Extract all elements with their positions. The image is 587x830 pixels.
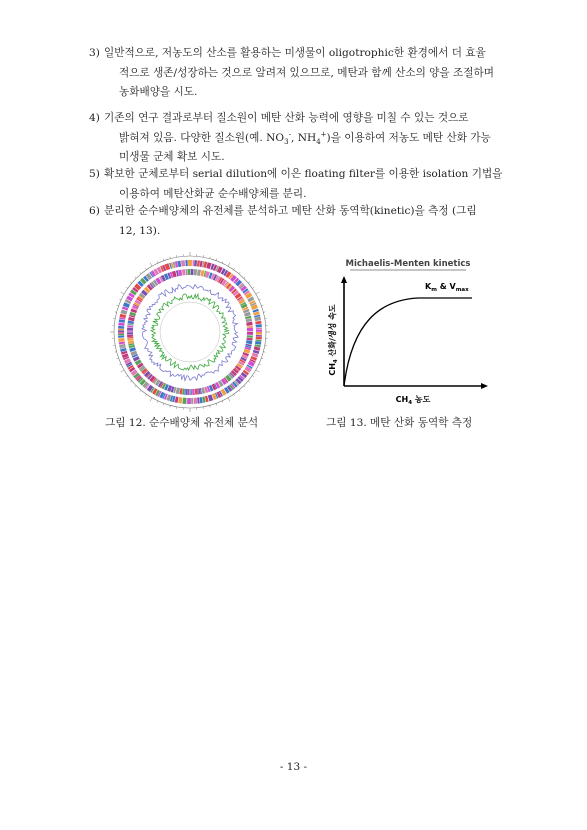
- gene-block: [118, 338, 124, 342]
- gene-block: [128, 321, 134, 325]
- gene-block: [178, 397, 182, 403]
- list-number: 6): [89, 205, 100, 217]
- chart-title: Michaelis-Menten kinetics: [345, 259, 471, 269]
- genome-tick: [117, 358, 119, 359]
- genome-tick: [228, 398, 230, 401]
- genome-tick: [216, 259, 217, 261]
- gene-block: [127, 335, 133, 337]
- gene-block: [247, 335, 253, 338]
- genome-tick: [126, 376, 128, 377]
- page-number: - 13 -: [279, 761, 308, 773]
- gene-block: [192, 260, 194, 266]
- list-number: 3): [89, 47, 100, 59]
- gene-block: [246, 340, 252, 344]
- gene-block: [119, 319, 125, 323]
- genome-tick: [135, 277, 136, 278]
- kinetics-figure: [320, 252, 500, 407]
- genome-tick: [256, 370, 259, 372]
- genome-tick: [261, 305, 263, 306]
- genome-tick: [263, 312, 265, 313]
- text-line: 적으로 생존/성장하는 것으로 알려져 있으므로, 메탄과 함께 산소의 양을 조절하며: [119, 66, 494, 79]
- genome-tick: [115, 352, 117, 353]
- genome-tick: [121, 370, 124, 372]
- genome-tick: [140, 272, 141, 274]
- genome-tick: [234, 394, 235, 396]
- genome-tick: [140, 390, 141, 392]
- genome-tick: [259, 364, 261, 365]
- gene-block: [184, 389, 186, 395]
- genome-tick: [244, 386, 245, 387]
- genome-tick: [145, 394, 146, 396]
- genome-inner-ring: [160, 302, 220, 362]
- km-vmax-label: $K_m$ & $V_{max}$: [425, 282, 469, 293]
- genome-tick: [210, 405, 211, 407]
- y-axis-arrow: [341, 276, 347, 283]
- michaelis-menten-curve: [344, 298, 472, 386]
- gene-block: [197, 269, 201, 275]
- gene-block: [194, 260, 197, 266]
- gene-block: [127, 332, 133, 334]
- gene-block: [128, 317, 135, 321]
- genome-tick: [130, 282, 132, 283]
- genome-tick: [248, 282, 250, 283]
- list-number: 4): [89, 112, 100, 124]
- genome-tick: [117, 305, 119, 306]
- text-line: 기존의 연구 결과로부터 질소원이 메탄 산화 능력에 영향을 미칠 수 있는 것으로: [104, 112, 469, 124]
- genome-tick: [157, 261, 158, 263]
- gene-block: [188, 269, 191, 275]
- gene-block: [246, 322, 252, 326]
- gene-block: [118, 334, 124, 336]
- text-line: 미생물 군체 확보 시도.: [119, 151, 225, 163]
- gene-block: [256, 337, 262, 340]
- list-number: 5): [89, 168, 100, 180]
- gene-block: [182, 389, 184, 395]
- genome-tick: [150, 398, 152, 401]
- genome-tick: [252, 376, 254, 377]
- genome-tick: [263, 352, 265, 353]
- gene-block: [127, 338, 133, 341]
- gene-block: [256, 332, 262, 335]
- gene-block: [256, 335, 262, 337]
- gene-block: [186, 389, 188, 395]
- gene-block: [188, 260, 192, 266]
- genome-tick: [119, 364, 121, 365]
- list-item-4: [89, 109, 534, 168]
- gene-block: [256, 328, 262, 330]
- genome-tick: [150, 263, 152, 266]
- gene-block: [206, 262, 211, 269]
- genome-map-figure: [100, 250, 280, 415]
- gene-block: [197, 260, 200, 266]
- gene-block: [191, 389, 192, 395]
- gene-block: [182, 398, 186, 404]
- gene-block: [189, 389, 190, 395]
- gene-block: [118, 323, 124, 326]
- text-line: 일반적으로, 저농도의 산소를 활용하는 미생물이 oligotrophic한 환경에서 더 효율: [104, 47, 486, 59]
- kinetics-chart: [320, 252, 500, 407]
- list-item-5: [89, 165, 534, 204]
- gene-block: [127, 328, 133, 331]
- list-item-6: [89, 202, 534, 241]
- genome-tick: [135, 386, 136, 387]
- gene-block: [127, 337, 133, 339]
- gene-block: [256, 329, 262, 331]
- text-line: 농화배양을 시도.: [119, 86, 198, 98]
- gene-block: [186, 269, 188, 275]
- gene-block: [256, 324, 262, 327]
- genome-tick: [210, 257, 211, 259]
- genome-tick: [259, 299, 261, 300]
- gene-block: [194, 269, 198, 275]
- genome-tick: [234, 268, 235, 270]
- text-line: 12, 13).: [119, 224, 161, 237]
- figure-13-caption: 그림 13. 메탄 산화 동역학 측정: [326, 417, 473, 429]
- genome-tick: [261, 358, 263, 359]
- genome-outer-ring: [114, 256, 266, 408]
- genome-tick: [228, 263, 230, 266]
- gene-block: [118, 330, 124, 332]
- genome-tick: [244, 277, 245, 278]
- gene-block: [195, 389, 198, 395]
- gene-block: [191, 269, 194, 275]
- genome-tick: [239, 272, 240, 274]
- genome-tick: [222, 261, 223, 263]
- gene-block: [119, 341, 125, 344]
- gene-block: [118, 329, 124, 330]
- gene-block: [118, 336, 124, 338]
- gene-block: [255, 341, 261, 345]
- gene-block: [199, 397, 202, 403]
- gene-block: [176, 387, 180, 394]
- gene-block: [247, 327, 253, 331]
- genome-tick: [170, 405, 171, 407]
- y-axis-label: $CH_4$ 산화/생성 속도: [328, 304, 339, 376]
- gene-block: [247, 326, 253, 328]
- gene-block: [118, 332, 124, 334]
- genome-tick: [216, 403, 217, 405]
- x-axis-arrow: [481, 383, 488, 389]
- genome-tick: [145, 268, 146, 270]
- text-line: 이용하여 메탄산화균 순수배양체를 분리.: [119, 187, 307, 200]
- gene-block: [191, 398, 193, 404]
- genome-tick: [126, 287, 128, 288]
- text-line: 분리한 순수배양체의 유전체를 분석하고 메탄 산화 동역학(kinetic)을 측정 (그림: [104, 205, 477, 217]
- genome-tick: [222, 401, 223, 403]
- genome-map: [100, 250, 280, 415]
- gene-block: [187, 398, 191, 404]
- gene-block: [185, 260, 187, 266]
- gene-block: [192, 389, 195, 395]
- genome-tick: [163, 259, 164, 261]
- gene-block: [177, 261, 181, 267]
- text-line: 확보한 군체로부터 serial dilution에 이은 floating filter를 이용한 isolation 기법을: [104, 168, 503, 180]
- gene-block: [127, 331, 133, 332]
- genome-tick: [248, 381, 250, 382]
- gene-block: [182, 269, 186, 275]
- genome-tick: [119, 299, 121, 300]
- genome-tick: [157, 401, 158, 403]
- figure-12-caption: 그림 12. 순수배양체 유전체 분석: [105, 417, 259, 429]
- genome-tick: [252, 287, 254, 288]
- genome-tick: [256, 292, 259, 294]
- genome-tick: [239, 390, 240, 392]
- gene-block: [246, 338, 252, 341]
- x-axis-label: $CH_4$ 농도: [395, 395, 431, 406]
- gene-block: [181, 260, 185, 266]
- gene-block: [247, 332, 253, 334]
- gene-block: [127, 326, 133, 328]
- text-line-formula: 밝혀져 있음. 다양한 질소원(예. $NO_3^-$, $NH_4^+$)을 이용하여 저농도 메탄 산화 가능: [119, 129, 491, 146]
- gene-block: [194, 398, 198, 404]
- gene-block: [255, 321, 261, 325]
- genome-tick: [163, 403, 164, 405]
- genome-tick: [130, 381, 132, 382]
- list-item-3: [89, 44, 534, 103]
- gene-block: [187, 389, 189, 395]
- genome-tick: [115, 312, 117, 313]
- gene-block: [118, 326, 124, 329]
- gene-block: [197, 397, 200, 403]
- genome-tick: [121, 292, 124, 294]
- genome-tick: [170, 257, 171, 259]
- gene-block: [175, 396, 179, 402]
- gc-content-ring: [151, 294, 229, 370]
